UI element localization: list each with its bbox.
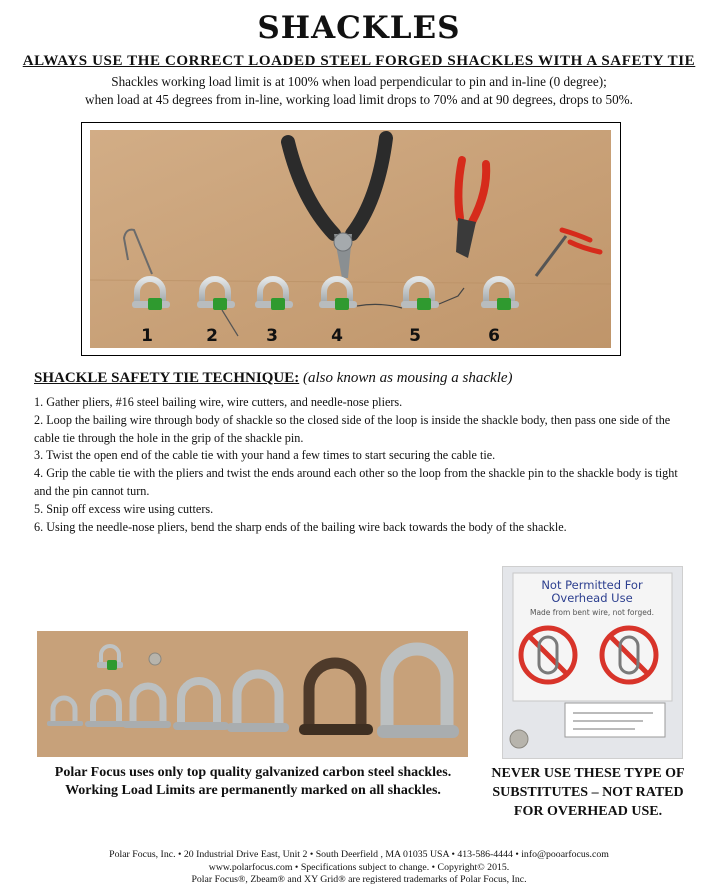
technique-photo: [90, 130, 611, 348]
step-label-3: 3: [266, 326, 278, 346]
coin-icon: [149, 653, 161, 665]
step-label-6: 6: [488, 326, 500, 346]
sign-line-1: Not Permitted For: [541, 578, 643, 592]
technique-heading-aside: (also known as mousing a shackle): [299, 370, 513, 386]
step-6: 6. Using the needle-nose pliers, bend the sharp ends of the bailing wire back towards the body of the shackle.: [34, 519, 567, 534]
technique-steps: [34, 394, 689, 536]
coin-icon: [510, 730, 528, 748]
technique-photo-frame: [81, 122, 621, 356]
intro-text: [0, 73, 718, 109]
shackle-sizes-photo: [37, 631, 468, 757]
sign-line-2: Overhead Use: [551, 591, 633, 605]
footer-address: Polar Focus, Inc. • 20 Industrial Drive East, Unit 2 • South Deerfield , MA 01035 USA • 413-586-4444 • info@pooarfocus.com: [109, 849, 609, 860]
step-2: 2. Loop the bailing wire through body of shackle so the closed side of the loop is inside the shackle body, then pass one side of the cable tie through the hole in the grip of the shackle pin.: [34, 412, 671, 445]
substitute-warning-line-2: SUBSTITUTES – NOT RATED: [492, 785, 684, 800]
not-permitted-drawing: [503, 567, 682, 758]
step-3: 3. Twist the open end of the cable tie with your hand a few times to start securing the cable tie.: [34, 448, 496, 463]
step-label-5: 5: [409, 326, 421, 346]
page-subtitle: ALWAYS USE THE CORRECT LOADED STEEL FORGED SHACKLES WITH A SAFETY TIE: [22, 53, 696, 69]
shackle-caption-line-1: Polar Focus uses only top quality galvanized carbon steel shackles.: [54, 765, 452, 780]
substitute-warning: [478, 764, 698, 821]
step-5: 5. Snip off excess wire using cutters.: [34, 501, 214, 516]
footer-trademarks: Polar Focus®, Zbeam® and XY Grid® are registered trademarks of Polar Focus, Inc.: [191, 874, 527, 885]
step-1: 1. Gather pliers, #16 steel bailing wire, wire cutters, and needle-nose pliers.: [34, 395, 403, 409]
sign-line-3: Made from bent wire, not forged.: [529, 608, 655, 617]
substitute-warning-line-1: NEVER USE THESE TYPE OF: [491, 766, 685, 781]
intro-line-1: Shackles working load limit is at 100% when load perpendicular to pin and in-line (0 degree);: [111, 74, 607, 89]
technique-photo-drawing: [90, 130, 611, 348]
step-4: 4. Grip the cable tie with the pliers and twist the ends around each other so the loop from the shackle pin to the shackle body is tight and the pin cannot turn.: [34, 466, 678, 498]
package-label: [565, 703, 665, 737]
shackle-caption: [28, 764, 478, 800]
page-footer: [0, 849, 718, 887]
page-title: SHACKLES: [257, 10, 461, 46]
technique-heading-main: SHACKLE SAFETY TIE TECHNIQUE:: [34, 370, 300, 386]
shackle-sizes-drawing: [37, 631, 468, 757]
step-label-4: 4: [331, 326, 343, 346]
substitute-warning-line-3: FOR OVERHEAD USE.: [513, 804, 663, 819]
footer-website: www.polarfocus.com • Specifications subject to change. • Copyright© 2015.: [208, 861, 510, 873]
step-label-2: 2: [206, 326, 218, 346]
step-label-1: 1: [141, 326, 153, 346]
intro-line-2: when load at 45 degrees from in-line, working load limit drops to 70% and at 90 degrees, drops to 50%.: [85, 92, 633, 107]
technique-heading: [34, 370, 513, 387]
shackle-caption-line-2: Working Load Limits are permanently marked on all shackles.: [65, 783, 441, 798]
not-permitted-photo: [502, 566, 683, 759]
